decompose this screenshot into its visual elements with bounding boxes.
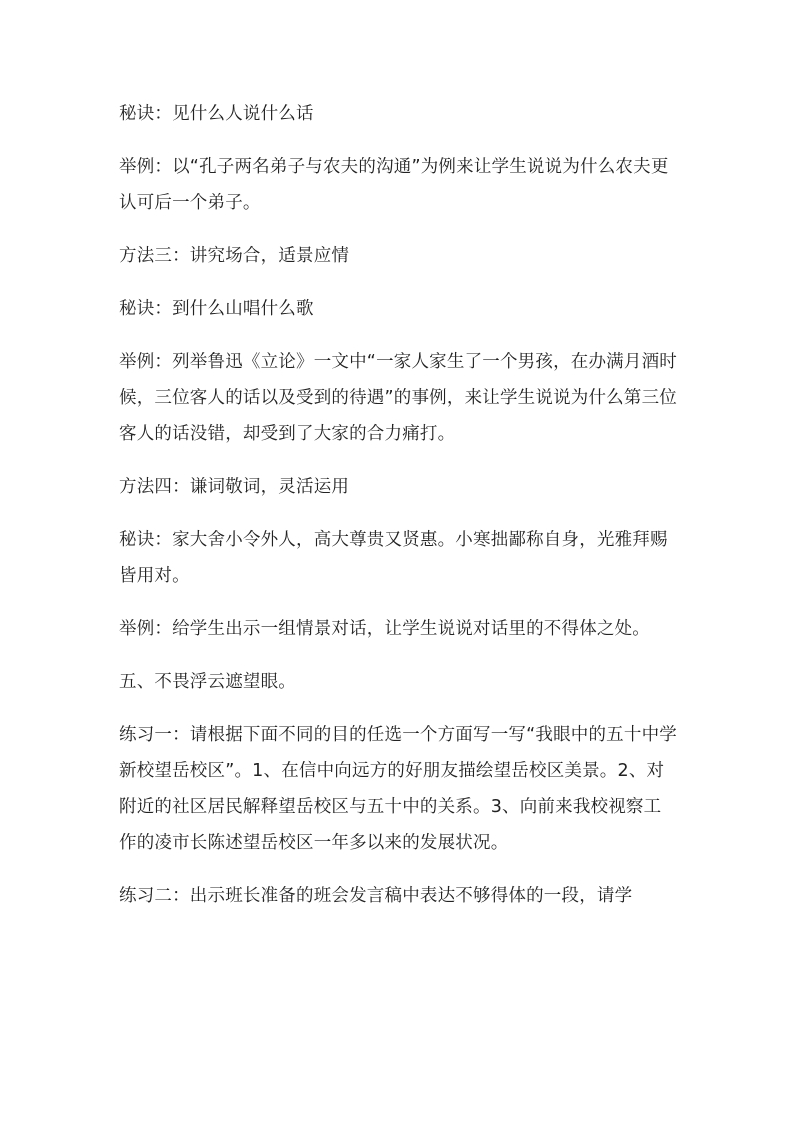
paragraph-example-3: 举例：给学生出示一组情景对话，让学生说说对话里的不得体之处。: [119, 619, 650, 639]
paragraph-secret-2: 秘诀：到什么山唱什么歌: [119, 299, 314, 319]
document-body: [119, 96, 679, 931]
paragraph-section-5: 五、不畏浮云遮望眼。: [119, 672, 296, 692]
paragraph-exercise-1: 练习一：请根据下面不同的目的任选一个方面写一写“我眼中的五十中学新校望岳校区”。1、在信中向远方的好朋友描绘望岳校区美景。2、对附近的社区居民解释望岳校区与五十中的关系。3、向前来我校视察工作的凌市长陈述望岳校区一年多以来的发展状况。: [119, 725, 677, 853]
paragraph-secret-1: 秘诀：见什么人说什么话: [119, 104, 314, 124]
paragraph-example-2: 举例：列举鲁迅《立论》一文中“一家人家生了一个男孩，在办满月酒时候，三位客人的话以及受到的待遇”的事例，来让学生说说为什么第三位客人的话没错，却受到了大家的合力痛打。: [119, 352, 677, 444]
paragraph-exercise-2: 练习二：出示班长准备的班会发言稿中表达不够得体的一段，请学: [119, 886, 633, 906]
paragraph-example-1: 举例：以“孔子两名弟子与农夫的沟通”为例来让学生说说为什么农夫更认可后一个弟子。: [119, 157, 669, 213]
paragraph-method-4: 方法四：谦词敬词，灵活运用: [119, 477, 350, 497]
paragraph-method-3: 方法三：讲究场合，适景应情: [119, 246, 350, 266]
paragraph-secret-3: 秘诀：家大舍小令外人，高大尊贵又贤惠。小寒拙鄙称自身，光雅拜赐皆用对。: [119, 530, 668, 586]
